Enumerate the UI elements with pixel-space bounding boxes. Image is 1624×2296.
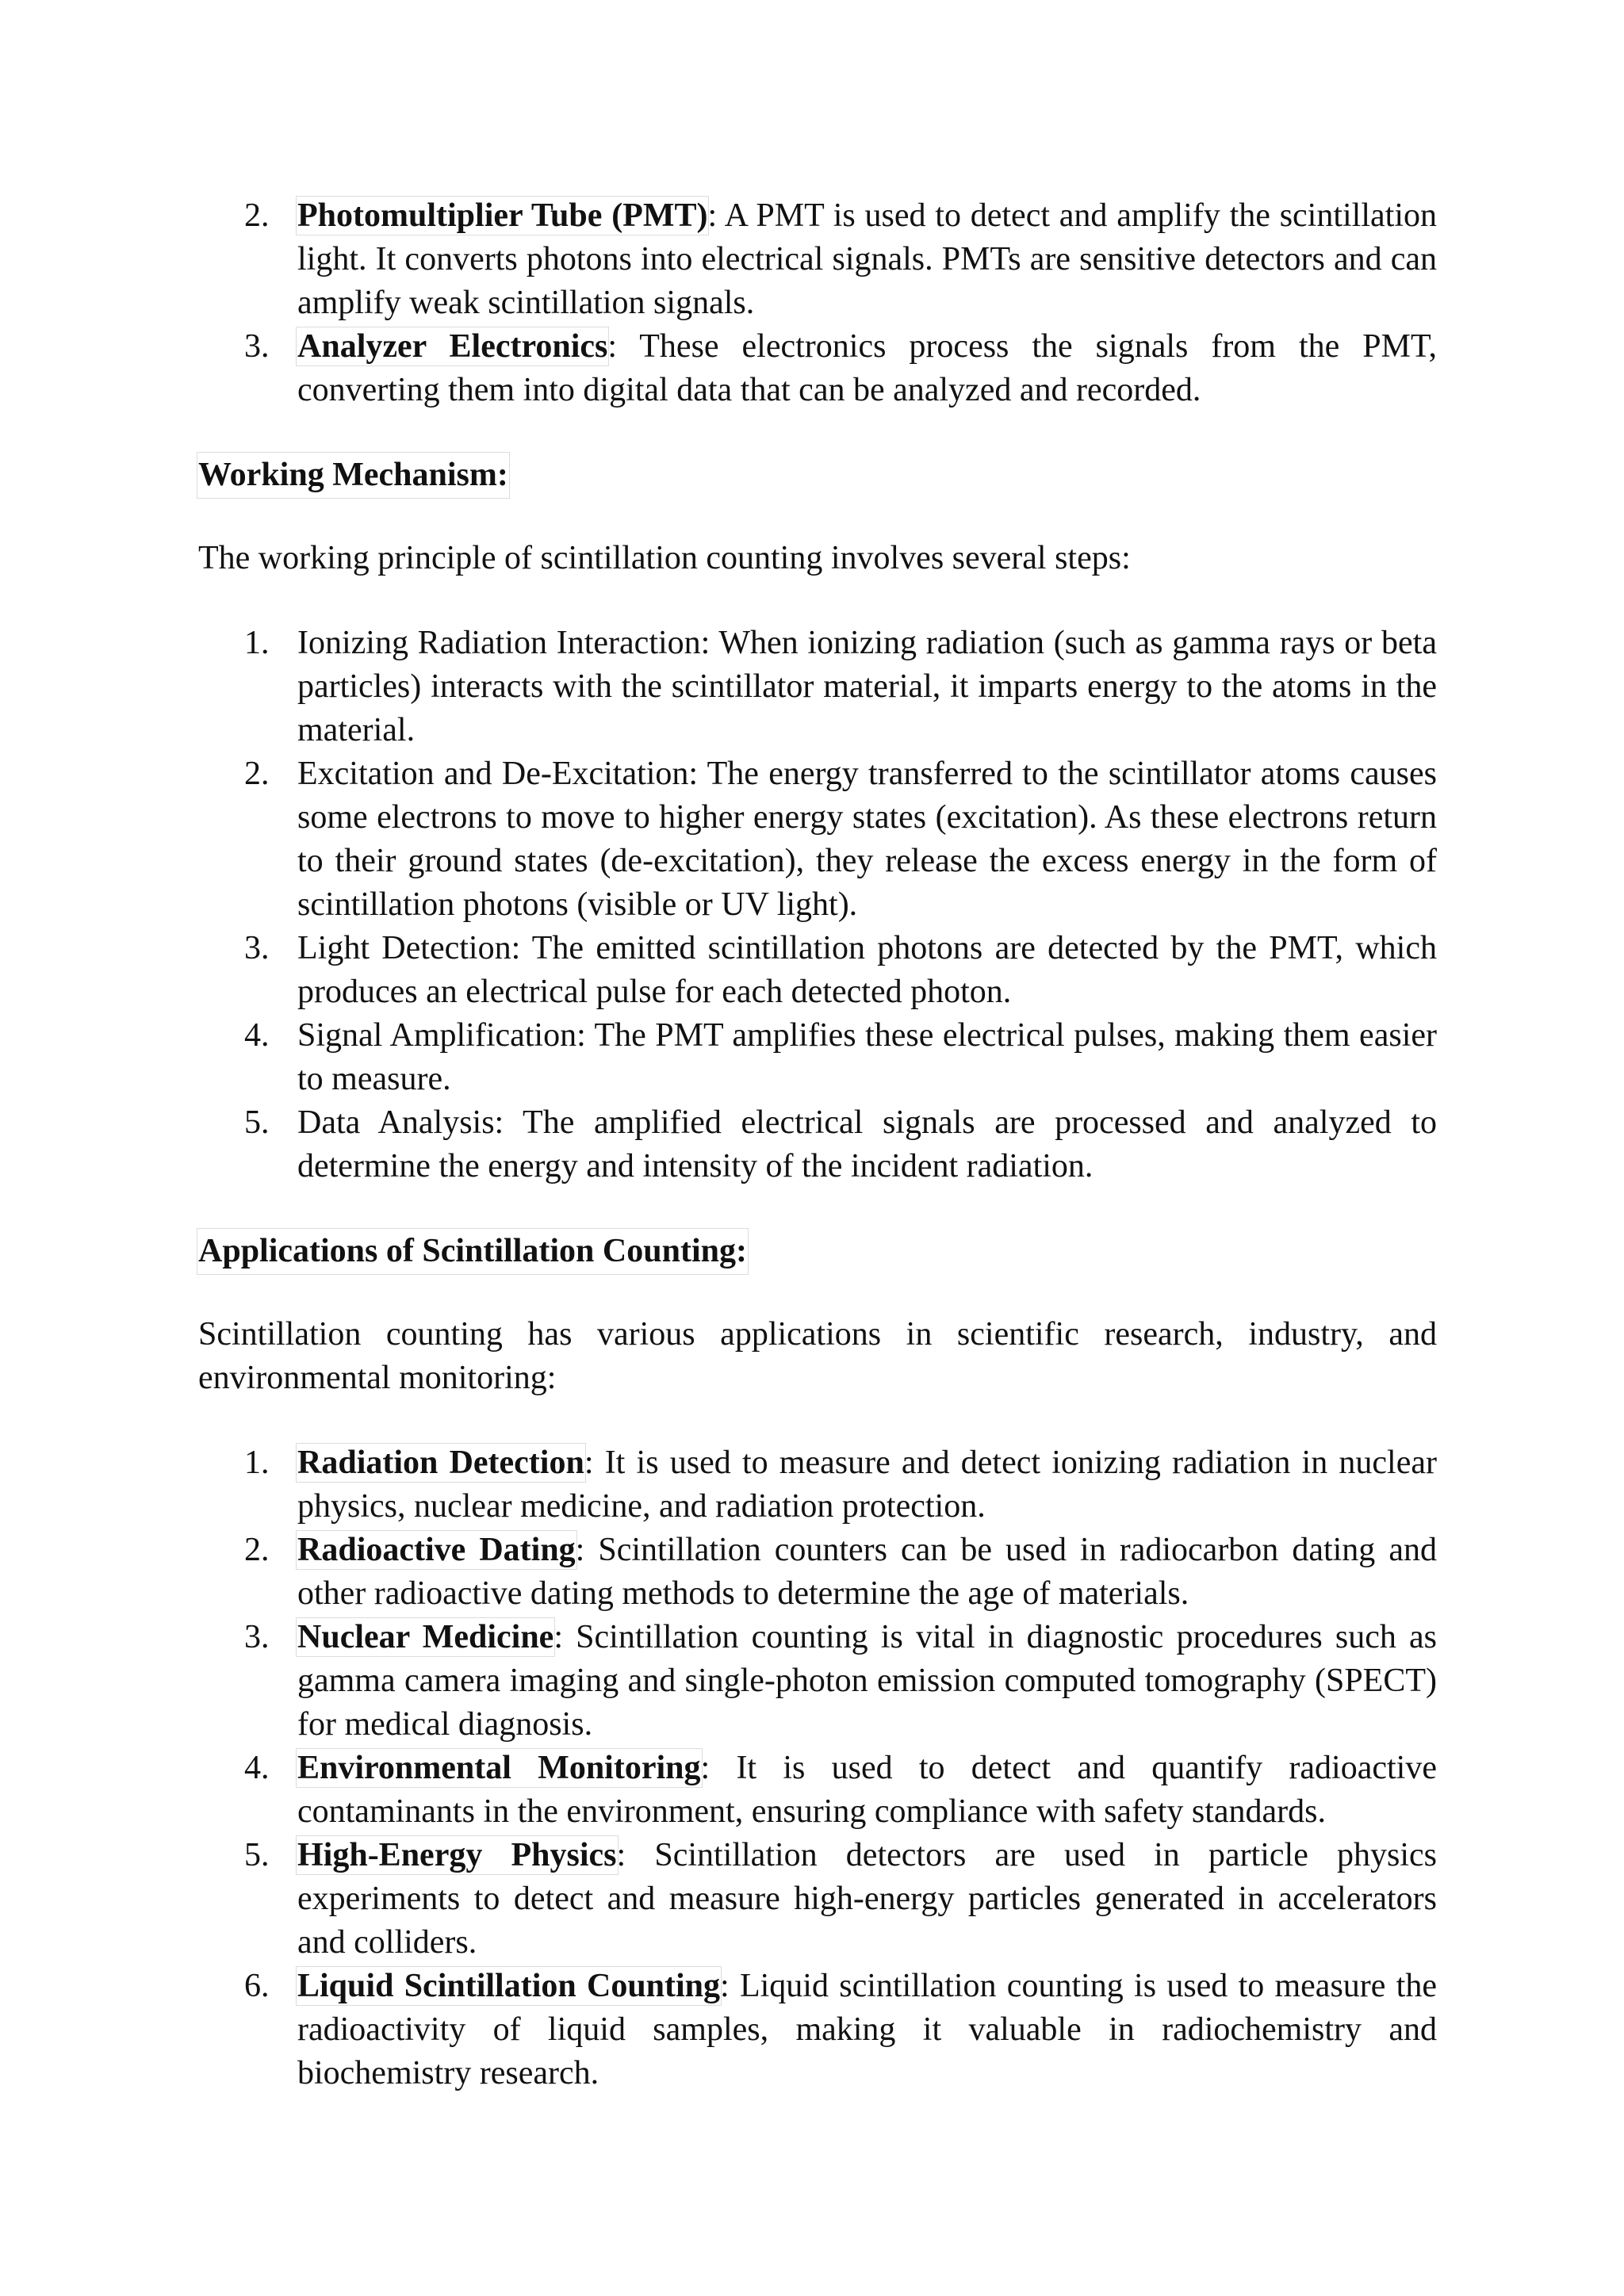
list-term: Photomultiplier Tube (PMT): [297, 197, 708, 234]
list-item: [198, 1747, 1437, 1834]
list-item: [198, 1834, 1437, 1965]
list-item: [198, 1441, 1437, 1529]
list-item: [198, 1529, 1437, 1616]
list-term: Liquid Scintillation Counting: [297, 1968, 721, 2004]
list-text: Ionizing Radiation Interaction: When ionizing radiation (such as gamma rays or beta particles) interacts with the scintillator material, it imparts energy to the atoms in the material.: [297, 625, 1437, 748]
list-item: [198, 752, 1437, 927]
list-item: [198, 1101, 1437, 1188]
list-number: 2.: [244, 197, 270, 234]
working-intro: The working principle of scintillation counting involves several steps:: [198, 540, 1131, 576]
list-text: : Liquid scintillation counting is used to measure the radioactivity of liquid samples, making it valuable in radiochemistry and biochemistry research.: [297, 1968, 1437, 2091]
applications-intro: Scintillation counting has various applications in scientific research, industry, and environmental monitoring:: [198, 1316, 1437, 1396]
list-text: Signal Amplification: The PMT amplifies these electrical pulses, making them easier to measure.: [297, 1017, 1437, 1097]
list-number: 1.: [244, 625, 270, 661]
working-steps-list: [198, 622, 1437, 1188]
working-heading: Working Mechanism:: [198, 453, 508, 497]
list-term: Analyzer Electronics: [297, 328, 608, 365]
list-number: 2.: [244, 1532, 270, 1568]
list-text: : Scintillation counting is vital in diagnostic procedures such as gamma camera imaging and single-photon emission computed tomography (SPECT) for medical diagnosis.: [297, 1619, 1438, 1743]
list-item: [198, 927, 1437, 1014]
list-number: 2.: [244, 756, 270, 792]
list-term: Environmental Monitoring: [297, 1750, 701, 1786]
list-number: 3.: [244, 930, 270, 966]
list-term: Nuclear Medicine: [297, 1619, 554, 1655]
list-text: Light Detection: The emitted scintillation photons are detected by the PMT, which produces an electrical pulse for each detected photon.: [297, 930, 1437, 1010]
components-list: [198, 194, 1437, 412]
list-item: [198, 194, 1437, 325]
applications-heading: Applications of Scintillation Counting:: [198, 1230, 747, 1273]
list-text: : Scintillation detectors are used in particle physics experiments to detect and measure high-energy particles generated in accelerators and colliders.: [297, 1837, 1437, 1961]
list-number: 6.: [244, 1968, 270, 2004]
list-number: 4.: [244, 1750, 270, 1786]
list-text: : It is used to detect and quantify radioactive contaminants in the environment, ensuring compliance with safety standards.: [297, 1750, 1437, 1830]
list-number: 3.: [244, 328, 270, 365]
list-item: [198, 1965, 1437, 2095]
list-text: Excitation and De-Excitation: The energy transferred to the scintillator atoms causes some electrons to move to higher energy states (excitation). As these electrons return to their ground states (de-excitation), they release the excess energy in the form of scintillation photons (visible or UV light).: [297, 756, 1437, 923]
page-content: [198, 194, 1437, 2095]
list-text: Data Analysis: The amplified electrical signals are processed and analyzed to determine the energy and intensity of the incident radiation.: [297, 1104, 1437, 1184]
list-term: High-Energy Physics: [297, 1837, 617, 1873]
list-item: [198, 622, 1437, 752]
list-text: : These electronics process the signals from the PMT, converting them into digital data that can be analyzed and recorded.: [297, 328, 1438, 408]
list-number: 5.: [244, 1104, 270, 1141]
list-number: 5.: [244, 1837, 270, 1873]
list-number: 4.: [244, 1017, 270, 1054]
list-text: : It is used to measure and detect ionizing radiation in nuclear physics, nuclear medicine, and radiation protection.: [297, 1445, 1437, 1525]
list-text: : Scintillation counters can be used in radiocarbon dating and other radioactive dating methods to determine the age of materials.: [297, 1532, 1437, 1612]
list-number: 1.: [244, 1445, 270, 1481]
list-term: Radiation Detection: [297, 1445, 584, 1481]
list-item: [198, 1014, 1437, 1101]
list-text: : A PMT is used to detect and amplify the scintillation light. It converts photons into electrical signals. PMTs are sensitive detectors and can amplify weak scintillation signals.: [297, 197, 1437, 321]
list-item: [198, 1616, 1437, 1747]
applications-list: [198, 1441, 1437, 2095]
list-item: [198, 325, 1437, 412]
list-number: 3.: [244, 1619, 270, 1655]
list-term: Radioactive Dating: [297, 1532, 576, 1568]
